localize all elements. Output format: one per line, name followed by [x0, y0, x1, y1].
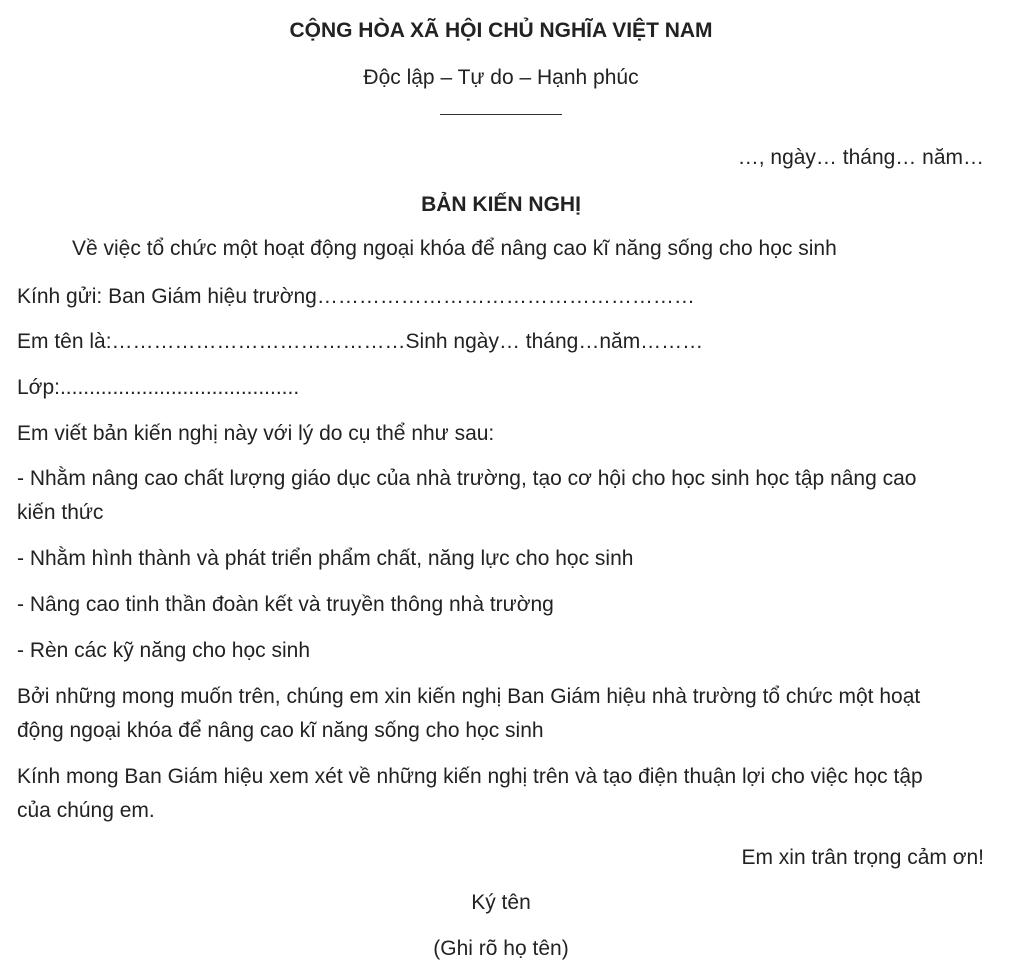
- request-line-continued: động ngoại khóa để nâng cao kĩ năng sống cho học sinh: [17, 719, 544, 742]
- header-divider: [440, 114, 562, 115]
- reason-item: - Nhằm nâng cao chất lượng giáo dục của nhà trường, tạo cơ hội cho học sinh học tập nâng cao: [17, 467, 917, 490]
- national-title: CỘNG HÒA XÃ HỘI CHỦ NGHĨA VIỆT NAM: [289, 19, 713, 42]
- reason-item: - Nhằm hình thành và phát triển phẩm chất, năng lực cho học sinh: [17, 547, 634, 570]
- subject-line: Về việc tổ chức một hoạt động ngoại khóa để nâng cao kĩ năng sống cho học sinh: [72, 237, 837, 260]
- hope-line-continued: của chúng em.: [17, 799, 155, 822]
- reason-item: - Rèn các kỹ năng cho học sinh: [17, 639, 310, 662]
- sender-line: Em tên là:……………………………………Sinh ngày… tháng…năm………: [17, 330, 704, 353]
- addressee-line: Kính gửi: Ban Giám hiệu trường………………………………………………: [17, 285, 695, 308]
- class-line: Lớp:.........................................: [17, 376, 300, 399]
- request-line: Bởi những mong muốn trên, chúng em xin kiến nghị Ban Giám hiệu nhà trường tổ chức một hoạt: [17, 685, 921, 708]
- reason-item-continued: kiến thức: [17, 501, 104, 524]
- reason-item: - Nâng cao tinh thần đoàn kết và truyền thông nhà trường: [17, 593, 554, 616]
- thanks-line: Em xin trân trọng cảm ơn!: [741, 846, 984, 869]
- signature-note: (Ghi rõ họ tên): [433, 937, 569, 960]
- motto: Độc lập – Tự do – Hạnh phúc: [363, 66, 639, 89]
- hope-line: Kính mong Ban Giám hiệu xem xét về những kiến nghị trên và tạo điện thuận lợi cho việc học tập: [17, 765, 923, 788]
- intro-line: Em viết bản kiến nghị này với lý do cụ thể như sau:: [17, 422, 495, 445]
- signature-label: Ký tên: [471, 891, 531, 914]
- date-line: …, ngày… tháng… năm…: [737, 146, 984, 169]
- document-title: BẢN KIẾN NGHỊ: [421, 193, 581, 216]
